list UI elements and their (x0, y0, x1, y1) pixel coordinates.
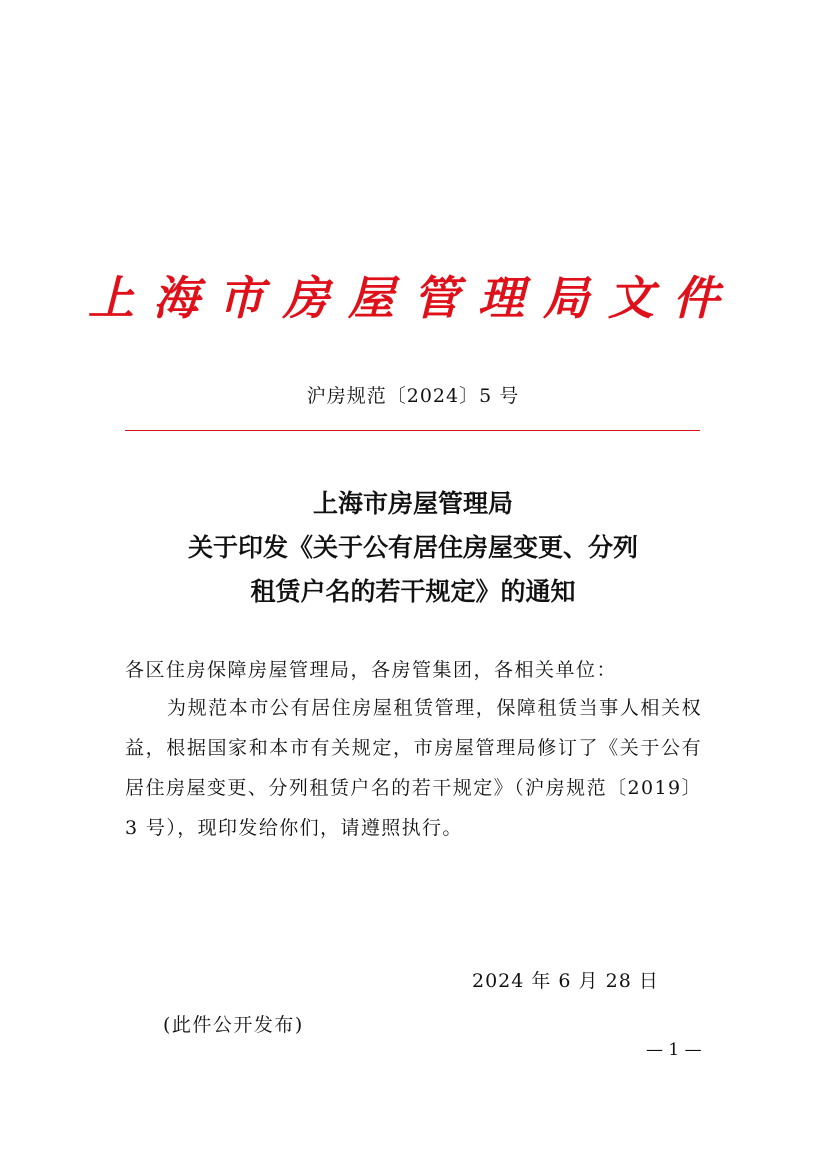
notice-title-line-1: 上海市房屋管理局 (312, 489, 513, 518)
body-paragraph: 为规范本市公有居住房屋租赁管理，保障租赁当事人相关权益，根据国家和本市有关规定，市房屋管理局修订了《关于公有居住房屋变更、分列租赁户名的若干规定》（沪房规范〔2019〕3 号），现印发给你们，请遵照执行。 (125, 697, 702, 839)
document-number: 沪房规范〔2024〕5 号 (306, 385, 520, 407)
notice-title-line-3: 租赁户名的若干规定》的通知 (250, 577, 576, 606)
document-header-title: 上海市房屋管理局文件 (88, 271, 738, 325)
issue-date: 2024 年 6 月 28 日 (472, 970, 659, 992)
release-note: (此件公开发布) (163, 1014, 304, 1036)
red-divider-line (125, 430, 700, 431)
addressee: 各区住房保障房屋管理局，各房管集团，各相关单位： (125, 659, 618, 681)
notice-title-line-2: 关于印发《关于公有居住房屋变更、分列 (187, 533, 638, 562)
page-number: — 1 — (646, 1040, 702, 1060)
